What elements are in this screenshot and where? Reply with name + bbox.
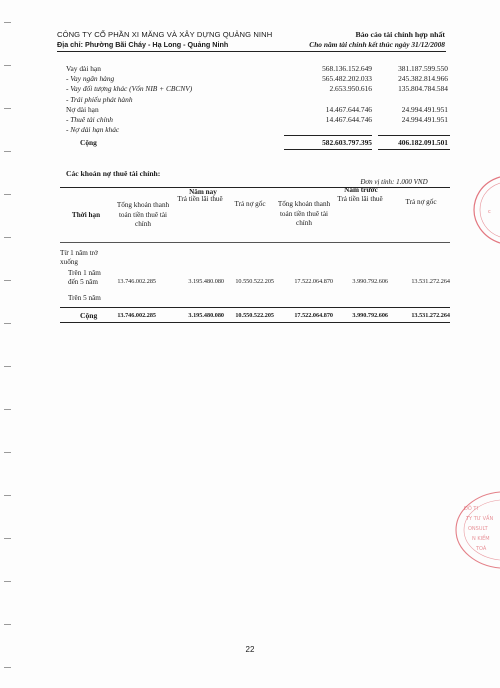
header-principal: Trả nợ gốc — [234, 200, 266, 208]
loan-total-previous: 406.182.091.501 — [398, 138, 448, 148]
loan-label: - Trái phiếu phát hành — [66, 94, 133, 104]
svg-text:N KIỂM: N KIỂM — [472, 536, 490, 542]
loan-previous: 24.994.491.951 — [401, 114, 448, 124]
binder-tick — [4, 495, 11, 496]
stamp-seal-top — [470, 175, 500, 245]
loan-row — [66, 95, 450, 105]
svg-text:c: c — [488, 209, 491, 215]
header-total-payment-prev: Tổng khoản thanh toán tiền thuê tài chính — [277, 200, 331, 228]
loans-table — [66, 64, 450, 151]
stamp-seal-bottom — [448, 488, 500, 570]
loan-current: 565.482.202.033 — [322, 74, 372, 84]
header-period: Thời hạn — [71, 211, 101, 219]
header-principal-prev: Trả nợ gốc — [405, 198, 437, 206]
lease-table — [60, 187, 450, 327]
total-principal-prev: 13.531.272.264 — [411, 312, 450, 319]
row-label-under1: Từ 1 năm trở xuống — [60, 249, 98, 267]
total-total-payment: 13.746.002.285 — [117, 312, 156, 319]
header-divider — [57, 51, 446, 52]
binder-tick — [4, 108, 11, 109]
header-bottom-rule — [60, 242, 450, 243]
loan-row — [66, 84, 450, 94]
loan-label: - Nợ dài hạn khác — [66, 125, 120, 135]
total-bottom-rule — [60, 322, 450, 323]
loan-label: - Thuê tài chính — [66, 114, 114, 124]
loan-row — [66, 115, 450, 125]
loan-previous: 245.382.814.966 — [398, 74, 448, 84]
binder-tick — [4, 538, 11, 539]
binder-tick — [4, 667, 11, 668]
row-principal-prev: 13.531.272.264 — [411, 278, 450, 285]
unit-note: Đơn vị tính: 1.000 VND — [360, 178, 428, 186]
report-period: Cho năm tài chính kết thúc ngày 31/12/2008 — [309, 40, 445, 49]
header-right — [286, 30, 445, 50]
binder-tick — [4, 409, 11, 410]
row-interest: 3.195.480.080 — [188, 278, 224, 285]
svg-text:ĐÔ TI: ĐÔ TI — [464, 506, 478, 512]
loan-label: Nợ dài hạn — [66, 104, 99, 114]
company-address: Địa chỉ: Phường Bãi Cháy - Hạ Long - Quảng Ninh — [57, 40, 229, 49]
binder-marks — [0, 0, 14, 688]
row-label-over5: Trên 5 năm — [68, 294, 101, 302]
loan-current: 14.467.644.746 — [325, 114, 372, 124]
svg-text:TY TƯ VẤN: TY TƯ VẤN — [466, 516, 494, 522]
loan-row — [66, 105, 450, 115]
loan-label: Vay dài hạn — [66, 64, 101, 73]
loan-total-current: 582.603.797.395 — [322, 138, 372, 148]
loan-current: 2.653.950.616 — [329, 84, 372, 94]
loan-current: 14.467.644.746 — [325, 104, 372, 114]
loan-underline-current — [284, 149, 372, 150]
binder-tick — [4, 22, 11, 23]
total-top-rule — [60, 307, 450, 308]
loan-underline-previous — [378, 149, 450, 150]
total-total-payment-prev: 17.522.064.870 — [294, 312, 333, 319]
company-name: CÔNG TY CỔ PHẦN XI MĂNG VÀ XÂY DỰNG QUẢNG NINH — [57, 30, 273, 39]
lease-section-title: Các khoản nợ thuê tài chính: — [66, 169, 161, 178]
loan-previous: 381.187.599.550 — [398, 64, 448, 73]
report-title: Báo cáo tài chính hợp nhất — [355, 30, 445, 39]
loan-total-row — [66, 138, 450, 148]
row-interest-prev: 3.990.792.606 — [352, 278, 388, 285]
total-interest: 3.195.480.080 — [188, 312, 224, 319]
total-label: Cộng — [80, 311, 98, 320]
total-principal: 10.550.522.205 — [235, 312, 274, 319]
loan-total-underline — [66, 149, 450, 151]
loan-label: - Vay đối tượng khác (Vốn NIB + CBCNV) — [66, 84, 193, 94]
svg-text:ONSULT: ONSULT — [468, 526, 488, 532]
binder-tick — [4, 65, 11, 66]
loan-previous: 135.804.784.584 — [398, 84, 448, 94]
loan-previous: 24.994.491.951 — [401, 104, 448, 114]
binder-tick — [4, 237, 11, 238]
binder-tick — [4, 151, 11, 152]
svg-text:TOÁ: TOÁ — [476, 546, 487, 552]
header-this-year: Năm nay — [189, 188, 217, 196]
row-total-payment-prev: 17.522.064.870 — [294, 278, 333, 285]
row-label-1to5: Trên 1 năm đến 5 năm — [68, 269, 101, 287]
binder-tick — [4, 280, 11, 281]
binder-tick — [4, 624, 11, 625]
loan-total-label: Cộng — [80, 138, 97, 148]
loan-label: - Vay ngân hàng — [66, 74, 115, 84]
loan-total-rules — [66, 135, 450, 137]
header-last-year: Năm trước — [344, 186, 378, 194]
binder-tick — [4, 323, 11, 324]
binder-tick — [4, 452, 11, 453]
total-interest-prev: 3.990.792.606 — [352, 312, 388, 319]
header-interest: Trả tiền lãi thuê — [177, 195, 223, 203]
header-interest-prev: Trả tiền lãi thuê — [337, 195, 383, 203]
loan-row — [66, 125, 450, 135]
header-total-payment: Tổng khoản thanh toán tiền thuê tài chính — [116, 201, 170, 229]
loan-rule-previous — [378, 135, 450, 136]
binder-tick — [4, 366, 11, 367]
binder-tick — [4, 581, 11, 582]
loan-current: 568.136.152.649 — [322, 64, 372, 73]
binder-tick — [4, 194, 11, 195]
loan-row — [66, 64, 450, 74]
header-left — [57, 30, 307, 50]
loan-rule-current — [284, 135, 372, 136]
row-principal: 10.550.522.205 — [235, 278, 274, 285]
loan-row — [66, 74, 450, 84]
page-number: 22 — [245, 645, 255, 654]
row-total-payment: 13.746.002.285 — [117, 278, 156, 285]
